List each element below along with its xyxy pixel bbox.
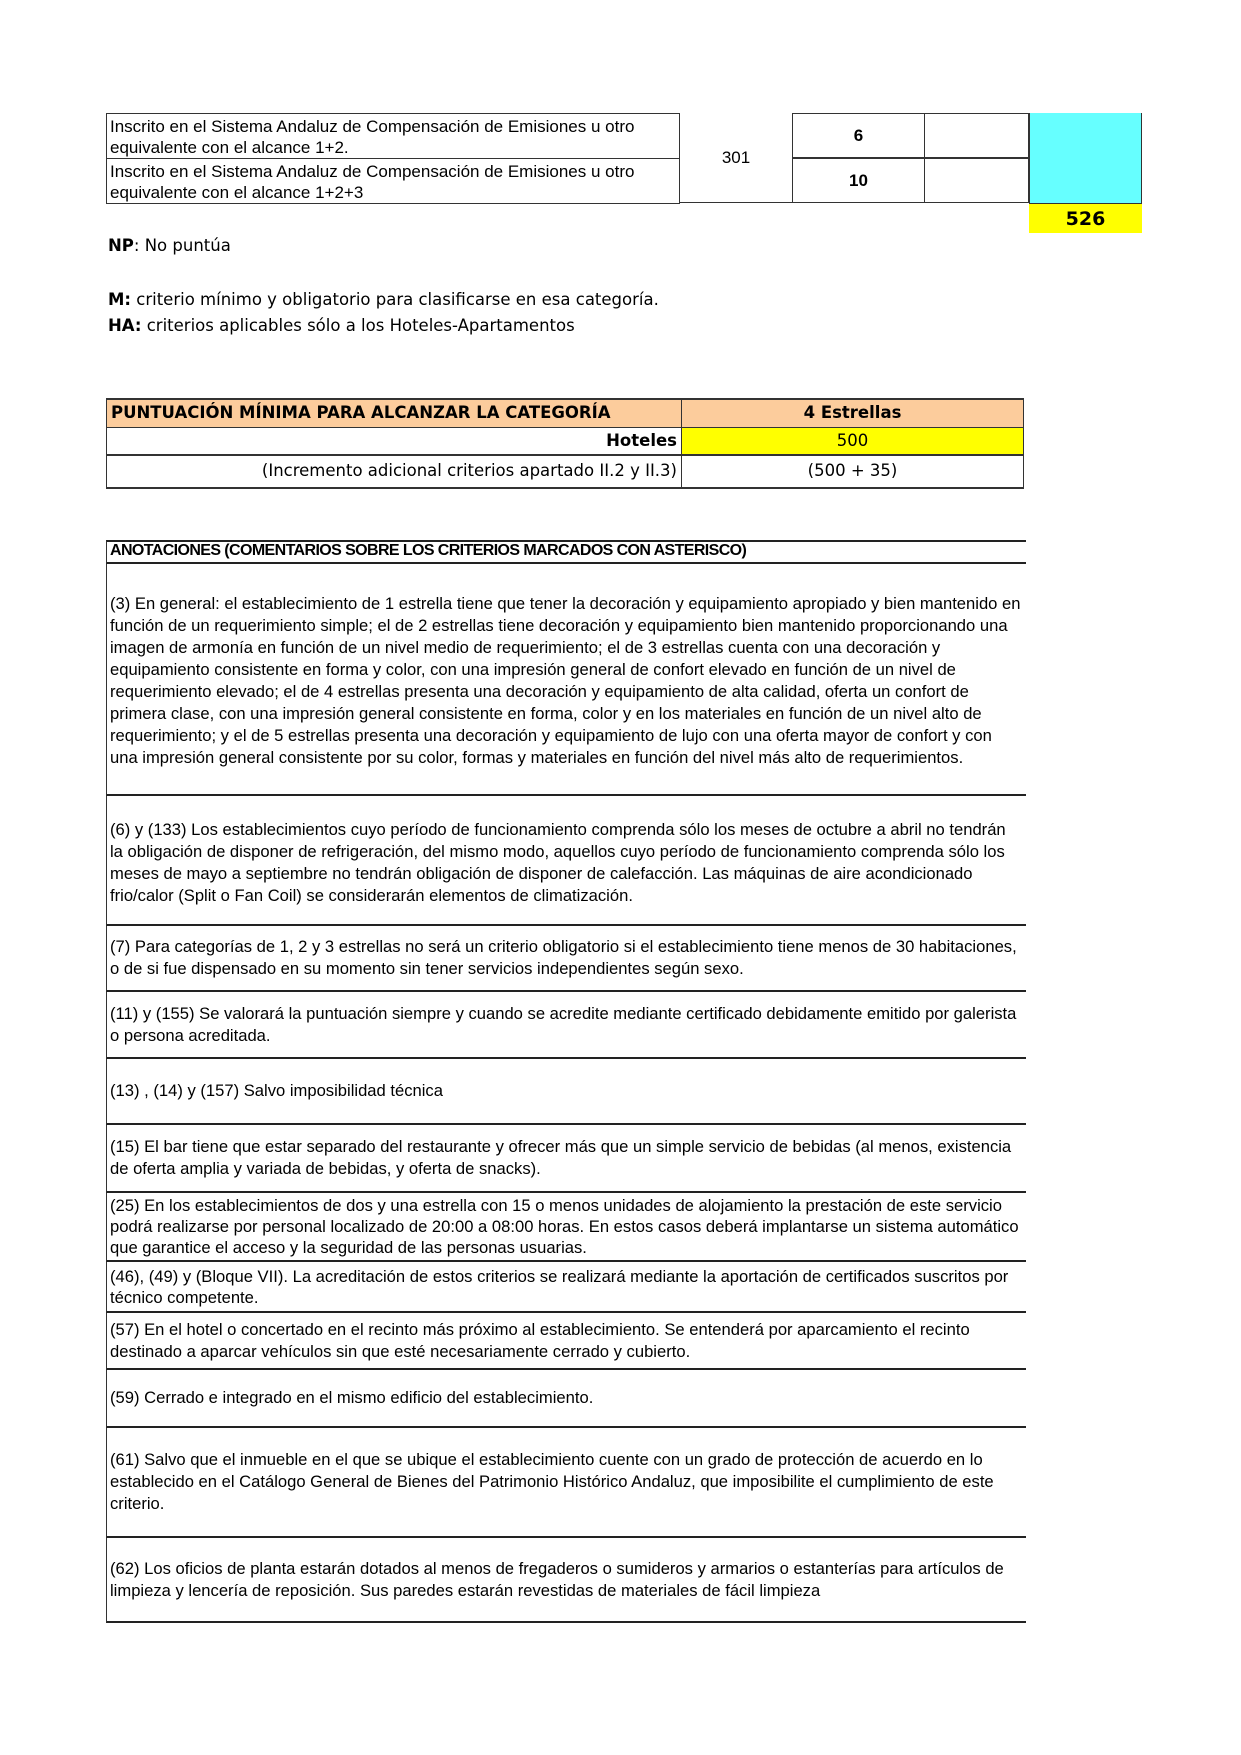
annotation-item [106,1313,1026,1370]
annotation-item [106,1193,1026,1262]
annotation-text: (62) Los oficios de planta estarán dotados al menos de fregaderos o sumideros y armarios o estanterías para artículos de limpieza y lencería de reposición. Sus paredes estarán revestidas de materiales de fácil limpieza [110,1558,1004,1600]
annotation-text: (15) El bar tiene que estar separado del restaurante y ofrecer más que un simple servicio de bebidas (al menos, existencia de oferta amplia y variada de bebidas, y oferta de snacks). [110,1137,1012,1178]
criteria-code: 301 [680,113,792,203]
legend-key: HA: [108,316,142,335]
category-label: 4 Estrellas [803,403,902,422]
min-score-hotel-row [106,428,1024,456]
annotation-text: (25) En los establecimientos de dos y una estrella con 15 o menos unidades de alojamiento la prestación de este servicio podrá realizarse por personal localizado de 20:00 a 08:00 horas. En estos casos deberá implantarse un sistema automático que garantice el acceso y la seguridad de las personas usuarias. [110,1196,1019,1257]
criteria-row-1-text [106,113,680,159]
annotation-item [106,1262,1026,1313]
annotation-text: (7) Para categorías de 1, 2 y 3 estrellas no será un criterio obligatorio si el establecimiento tiene menos de 30 habitaciones, o de si fue dispensado en su momento sin tener servicios independientes según sexo. [110,937,1017,978]
annotation-text: (61) Salvo que el inmueble en el que se ubique el establecimiento cuente con un grado de protección de acuerdo en lo establecido en el Catálogo General de Bienes del Patrimonio Histórico Andaluz, que imposibilite el cumplimiento de este criterio. [110,1450,994,1513]
hotel-label: Hoteles [107,428,682,454]
legend-m [108,290,659,309]
annotation-item [106,796,1026,926]
legend-key: NP [108,236,134,255]
legend-text: criterios aplicables sólo a los Hoteles-Apartamentos [141,316,575,335]
annotations-table [106,540,1026,1623]
criteria-text: Inscrito en el Sistema Andaluz de Compensación de Emisiones u otro equivalente con el alcance 1+2. [110,117,635,157]
criteria-row-2-text [106,158,680,204]
annotation-item [106,992,1026,1059]
annotation-text: (3) En general: el establecimiento de 1 estrella tiene que tener la decoración y equipamiento apropiado y bien mantenido en función de un requerimiento simple; el de 2 estrellas tiene decoración y equipamiento bien mantenido proporcionando una imagen de armonía en función de un nivel medio de requerimiento; el de 3 estrellas cuenta con una decoración y equipamiento consistente en forma y color, con una impresión general de confort elevado en función de un nivel de requerimiento elevado; el de 4 estrellas presenta una decoración y equipamiento de alta calidad, oferta un confort de primera clase, con una impresión general consistente en forma, color y en los materiales en función de un nivel alto de requerimiento; y el de 5 estrellas presenta una decoración y equipamiento de lujo con una oferta mayor de confort y con una impresión general consistente por su color, formas y materiales en función del nivel más alto de requerimientos. [110,594,1021,767]
annotation-text: (11) y (155) Se valorará la puntuación siempre y cuando se acredite mediante certificado debidamente emitido por galerista o persona acreditada. [110,1003,1017,1045]
increment-label: (Incremento adicional criterios apartado II.2 y II.3) [107,456,682,487]
annotation-item [106,1059,1026,1125]
hotel-min-score: 500 [682,428,1023,454]
annotation-text: (57) En el hotel o concertado en el recinto más próximo al establecimiento. Se entenderá por aparcamiento el recinto destinado a aparcar vehículos sin que esté necesariamente cerrado y cubierto. [110,1319,970,1361]
annotation-text: (13) , (14) y (157) Salvo imposibilidad técnica [110,1081,443,1100]
legend-text: : No puntúa [133,236,231,255]
annotation-text: (59) Cerrado e integrado en el mismo edificio del establecimiento. [110,1388,594,1407]
annotation-item [106,1125,1026,1193]
increment-value: (500 + 35) [807,461,898,480]
annotation-item [106,564,1026,796]
legend-text: criterio mínimo y obligatorio para clasificarse en esa categoría. [131,290,659,309]
annotation-text: (46), (49) y (Bloque VII). La acreditación de estos criterios se realizará mediante la aportación de certificados suscritos por técnico competente. [110,1266,1009,1307]
criteria-text: Inscrito en el Sistema Andaluz de Compensación de Emisiones u otro equivalente con el alcance 1+2+3 [110,162,635,202]
annotation-item [106,1538,1026,1623]
block-score-cell [1029,113,1142,204]
criteria-points-cell: 6 [792,113,925,158]
annotation-text: (6) y (133) Los establecimientos cuyo período de funcionamiento comprenda sólo los meses de octubre a abril no tendrán la obligación de disponer de refrigeración, del mismo modo, aquellos cuyo período de funcionamiento comprenda sólo los meses de mayo a septiembre no tendrán obligación de disponer de calefacción. Las máquinas de aire acondicionado frio/calor (Split o Fan Coil) se considerarán elementos de climatización. [110,820,1006,905]
legend-key: M: [108,290,132,309]
min-score-table [106,398,1024,489]
annotation-item [106,1428,1026,1538]
criteria-score-input-cell[interactable] [925,113,1029,158]
total-score: 526 [1029,204,1142,233]
legend-ha [108,316,575,335]
min-score-header-row [106,398,1024,428]
criteria-points-cell: 10 [792,158,925,203]
criteria-score-input-cell[interactable] [925,158,1029,203]
legend-np [108,236,231,255]
annotations-title: ANOTACIONES (COMENTARIOS SOBRE LOS CRITERIOS MARCADOS CON ASTERISCO) [106,540,1026,564]
annotation-item [106,1370,1026,1428]
min-score-title: PUNTUACIÓN MÍNIMA PARA ALCANZAR LA CATEGORÍA [107,400,682,427]
annotation-item [106,926,1026,992]
min-score-increment-row [106,456,1024,489]
